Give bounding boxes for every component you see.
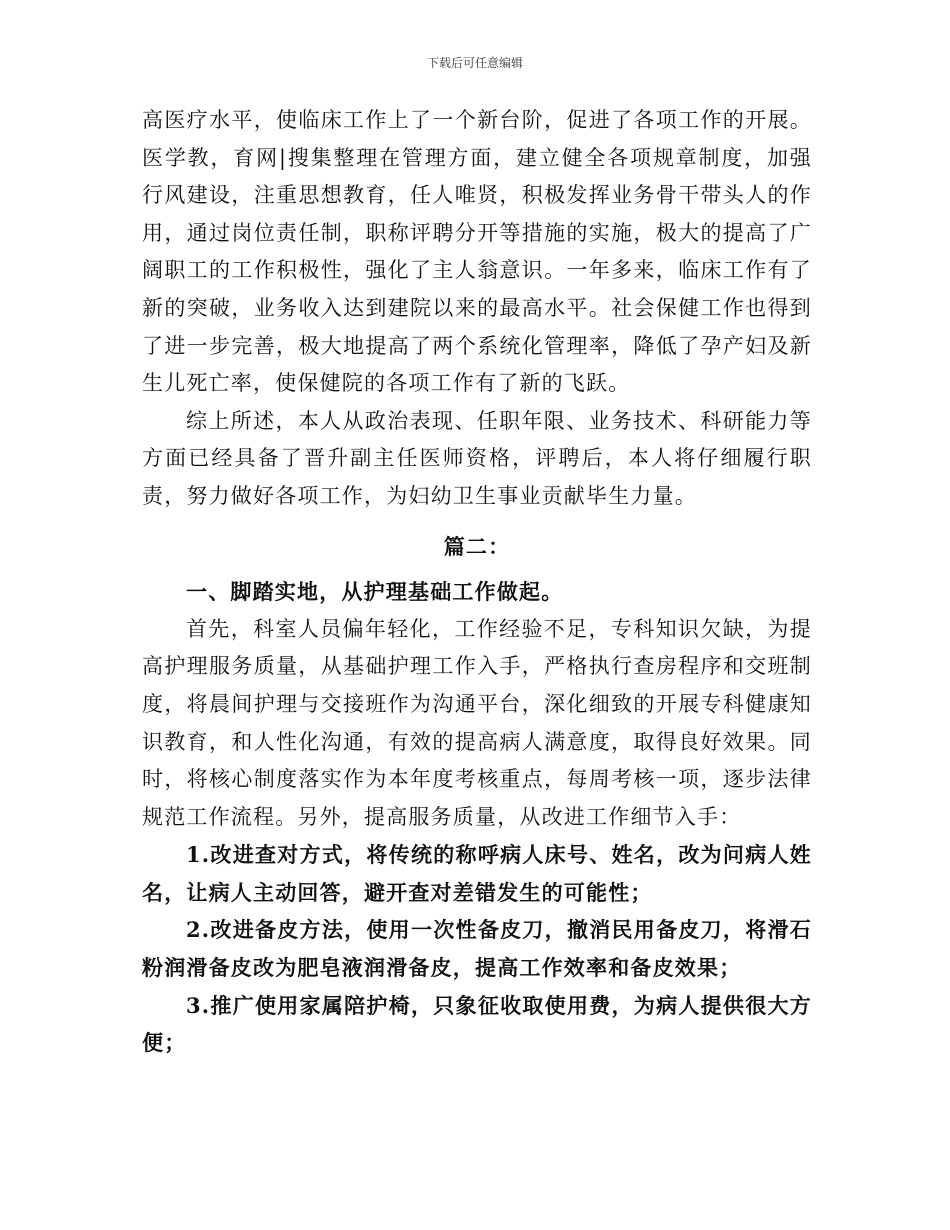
list-item-2: 2.改进备皮方法，使用一次性备皮刀，撤消民用备皮刀，将滑石粉润滑备皮改为肥皂液润滑备皮，提高工作效率和备皮效果； — [142, 917, 812, 981]
heading-one: 一、脚踏实地，从护理基础工作做起。 — [186, 579, 564, 605]
paragraph-summary: 综上所述，本人从政治表现、任职年限、业务技术、科研能力等方面已经具备了晋升副主任医师资格，评聘后，本人将仔细履行职责，努力做好各项工作，为妇幼卫生事业贡献毕生力量。 — [142, 408, 812, 508]
paragraph-first: 首先，科室人员偏年轻化，工作经验不足，专科知识欠缺，为提高护理服务质量，从基础护理工作入手，严格执行查房程序和交班制度，将晨间护理与交接班作为沟通平台，深化细致的开展专科健康知识教育，和人性化沟通，有效的提高病人满意度，取得良好效果。同时，将核心制度落实作为本年度考核重点，每周考核一项，逐步法律规范工作流程。另外，提高服务质量，从改进工作细节入手： — [142, 616, 812, 829]
section-title: 篇二： — [443, 533, 511, 559]
list-item-1: 1.改进查对方式，将传统的称呼病人床号、姓名，改为问病人姓名，让病人主动回答，避开查对差错发生的可能性； — [142, 842, 812, 905]
page-header-note: 下载后可任意编辑 — [426, 56, 523, 70]
list-item-3: 3.推广使用家属陪护椅，只象征收取使用费，为病人提供很大方便； — [142, 992, 812, 1056]
paragraph-continuation: 高医疗水平，使临床工作上了一个新台阶，促进了各项工作的开展。医学教，育网|搜集整理在管理方面，建立健全各项规章制度，加强行风建设，注重思想教育，任人唯贤，积极发挥业务骨干带头人的作用，通过岗位责任制，职称评聘分开等措施的实施，极大的提高了广阔职工的工作积极性，强化了主人翁意识。一年多来，临床工作有了新的突破，业务收入达到建院以来的最高水平。社会保健工作也得到了进一步完善，极大地提高了两个系统化管理率，降低了孕产妇及新生儿死亡率，使保健院的各项工作有了新的飞跃。 — [142, 108, 812, 396]
document-body — [142, 102, 812, 1062]
